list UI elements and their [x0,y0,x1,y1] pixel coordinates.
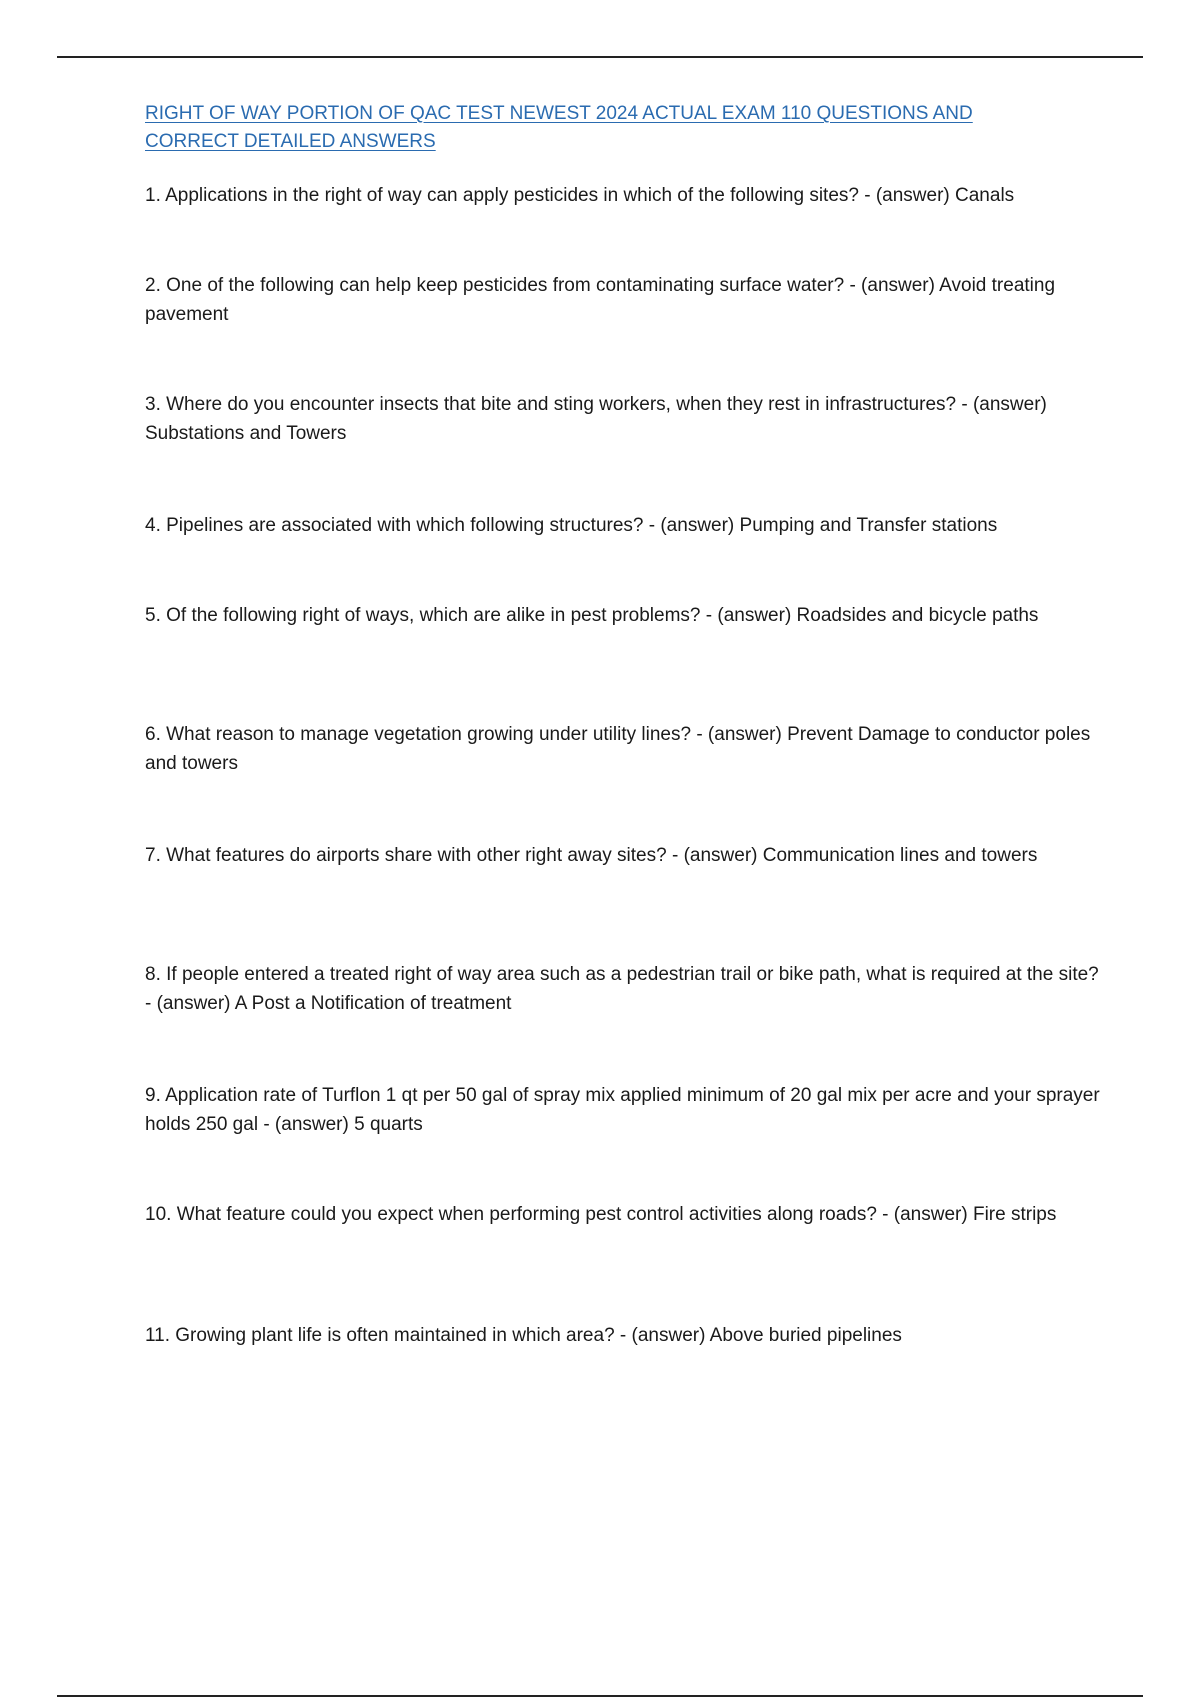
qa-item-2: 2. One of the following can help keep pesticides from contaminating surface water? - (answer) Avoid treating pavement [145,275,1056,325]
qa-item-8: 8. If people entered a treated right of way area such as a pedestrian trail or bike path, what is required at the site? - (answer) A Post a Notification of treatment [145,964,1099,1014]
qa-item-5: 5. Of the following right of ways, which are alike in pest problems? - (answer) Roadsides and bicycle paths [145,605,1039,626]
qa-item-6: 6. What reason to manage vegetation growing under utility lines? - (answer) Prevent Damage to conductor poles and towers [145,724,1091,774]
qa-item-1: 1. Applications in the right of way can apply pesticides in which of the following sites? - (answer) Canals [145,185,1015,206]
qa-item-11: 11. Growing plant life is often maintained in which area? - (answer) Above buried pipelines [145,1325,902,1346]
top-rule [57,56,1143,58]
qa-item-7: 7. What features do airports share with other right away sites? - (answer) Communication lines and towers [145,845,1038,866]
document-title-link[interactable]: RIGHT OF WAY PORTION OF QAC TEST NEWEST 2024 ACTUAL EXAM 110 QUESTIONS AND CORRECT DETAILED ANSWERS [145,103,973,152]
qa-item-9: 9. Application rate of Turflon 1 qt per 50 gal of spray mix applied minimum of 20 gal mix per acre and your sprayer holds 250 gal - (answer) 5 quarts [145,1085,1100,1135]
qa-item-3: 3. Where do you encounter insects that bite and sting workers, when they rest in infrastructures? - (answer) Substations and Towers [145,394,1047,444]
qa-item-4: 4. Pipelines are associated with which following structures? - (answer) Pumping and Transfer stations [145,515,998,536]
bottom-rule [57,1695,1143,1697]
qa-item-10: 10. What feature could you expect when performing pest control activities along roads? - (answer) Fire strips [145,1204,1057,1225]
